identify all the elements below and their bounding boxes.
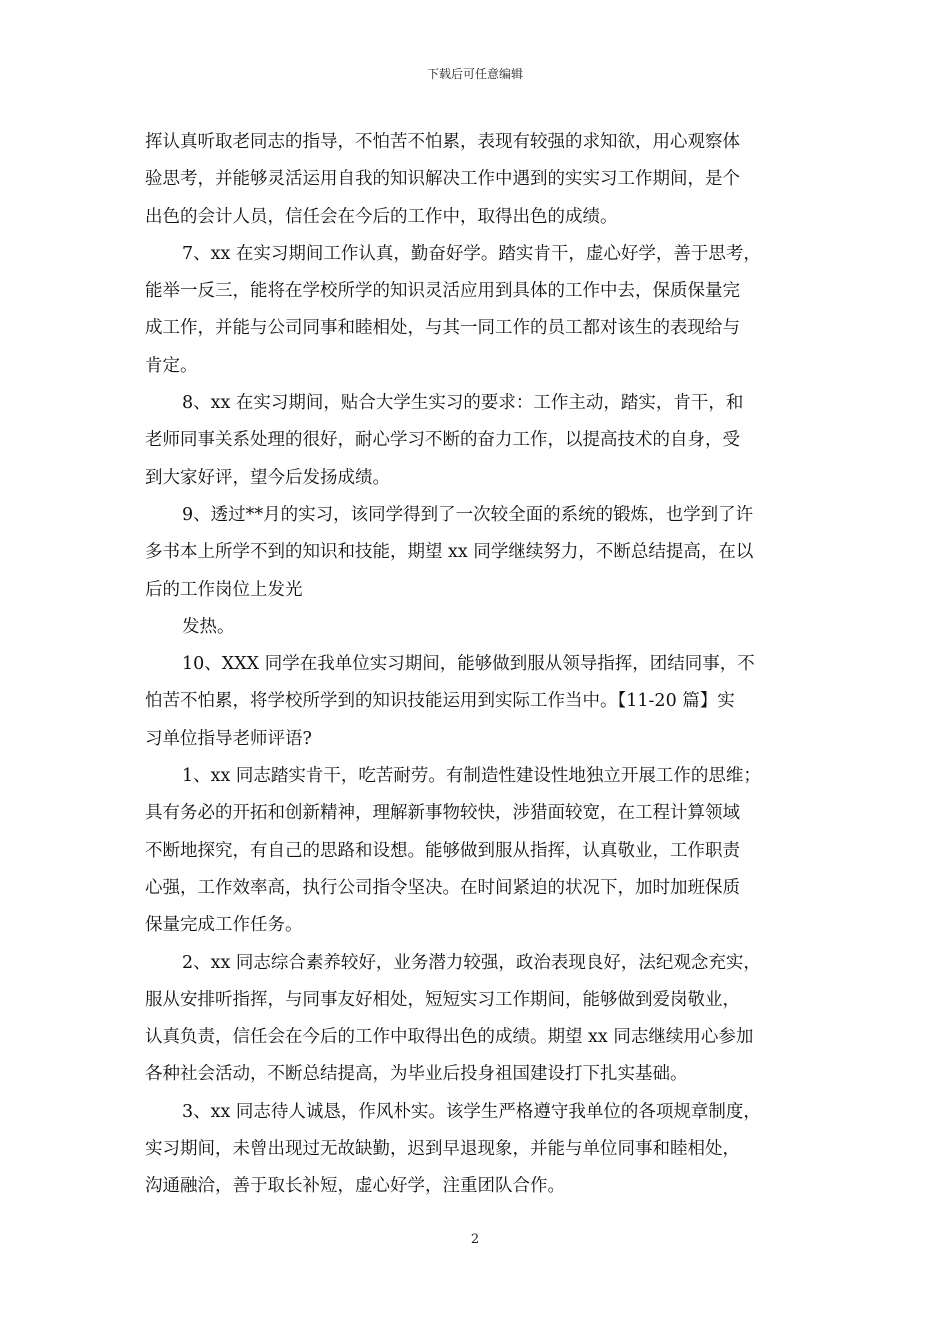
text-line: 出色的会计人员，信任会在今后的工作中，取得出色的成绩。: [145, 206, 618, 227]
text-line: 后的工作岗位上发光: [145, 579, 303, 600]
text-line: 挥认真听取老同志的指导，不怕苦不怕累，表现有较强的求知欲，用心观察体: [145, 132, 740, 152]
text-line: 沟通融洽，善于取长补短，虚心好学，注重团队合作。: [145, 1176, 565, 1197]
text-line: 保量完成工作任务。: [145, 915, 303, 936]
text-line: 3、xx 同志待人诚恳，作风朴实。该学生严格遵守我单位的各项规章制度，: [182, 1101, 761, 1122]
page-number: 2: [470, 1232, 480, 1247]
text-line: 习单位指导老师评语?: [145, 728, 312, 749]
text-line: 实习期间，未曾出现过无故缺勤，迟到早退现象，并能与单位同事和睦相处，: [145, 1139, 740, 1160]
text-line: 怕苦不怕累，将学校所学到的知识技能运用到实际工作当中。【11-20 篇】实: [145, 691, 735, 712]
text-line: 肯定。: [145, 355, 198, 376]
text-line: 9、透过**月的实习，该同学得到了一次较全面的系统的锻炼，也学到了许: [182, 504, 754, 525]
text-line: 成工作，并能与公司同事和睦相处，与其一同工作的员工都对该生的表现给与: [145, 318, 740, 339]
text-line: 2、xx 同志综合素养较好，业务潜力较强，政治表现良好，法纪观念充实，: [182, 952, 761, 973]
text-line: 各种社会活动，不断总结提高，为毕业后投身祖国建设打下扎实基础。: [145, 1064, 688, 1085]
text-line: 不断地探究，有自己的思路和设想。能够做到服从指挥，认真敬业，工作职责: [145, 840, 740, 861]
text-line: 验思考，并能够灵活运用自我的知识解决工作中遇到的实实习工作期间，是个: [145, 169, 740, 190]
text-line: 到大家好评，望今后发扬成绩。: [145, 467, 390, 488]
header-text: 下载后可任意编辑: [426, 67, 523, 81]
text-line: 10、XXX 同学在我单位实习期间，能够做到服从领导指挥，团结同事，不: [182, 654, 755, 675]
text-line: 能举一反三，能将在学校所学的知识灵活应用到具体的工作中去，保质保量完: [145, 281, 740, 302]
text-line: 1、xx 同志踏实肯干，吃苦耐劳。有制造性建设性地独立开展工作的思维；: [182, 766, 761, 787]
text-line: 发热。: [182, 616, 235, 637]
text-line: 具有务必的开拓和创新精神，理解新事物较快，涉猎面较宽，在工程计算领域: [145, 803, 740, 824]
text-line: 8、xx 在实习期间，贴合大学生实习的要求：工作主动，踏实，肯干，和: [182, 393, 744, 414]
text-line: 心强，工作效率高，执行公司指令坚决。在时间紧迫的状况下，加时加班保质: [145, 877, 740, 898]
page-header: [0, 66, 950, 82]
text-line: 多书本上所学不到的知识和技能，期望 xx 同学继续努力，不断总结提高，在以: [145, 542, 754, 563]
text-line: 7、xx 在实习期间工作认真，勤奋好学。踏实肯干，虚心好学，善于思考，: [182, 243, 761, 264]
page-footer: [0, 1231, 950, 1249]
text-line: 老师同事关系处理的很好，耐心学习不断的奋力工作，以提高技术的自身，受: [145, 430, 740, 451]
text-line: 认真负责，信任会在今后的工作中取得出色的成绩。期望 xx 同志继续用心参加: [145, 1027, 754, 1048]
document-body: [145, 124, 815, 1206]
text-line: 服从安排听指挥，与同事友好相处，短短实习工作期间，能够做到爱岗敬业，: [145, 989, 740, 1010]
